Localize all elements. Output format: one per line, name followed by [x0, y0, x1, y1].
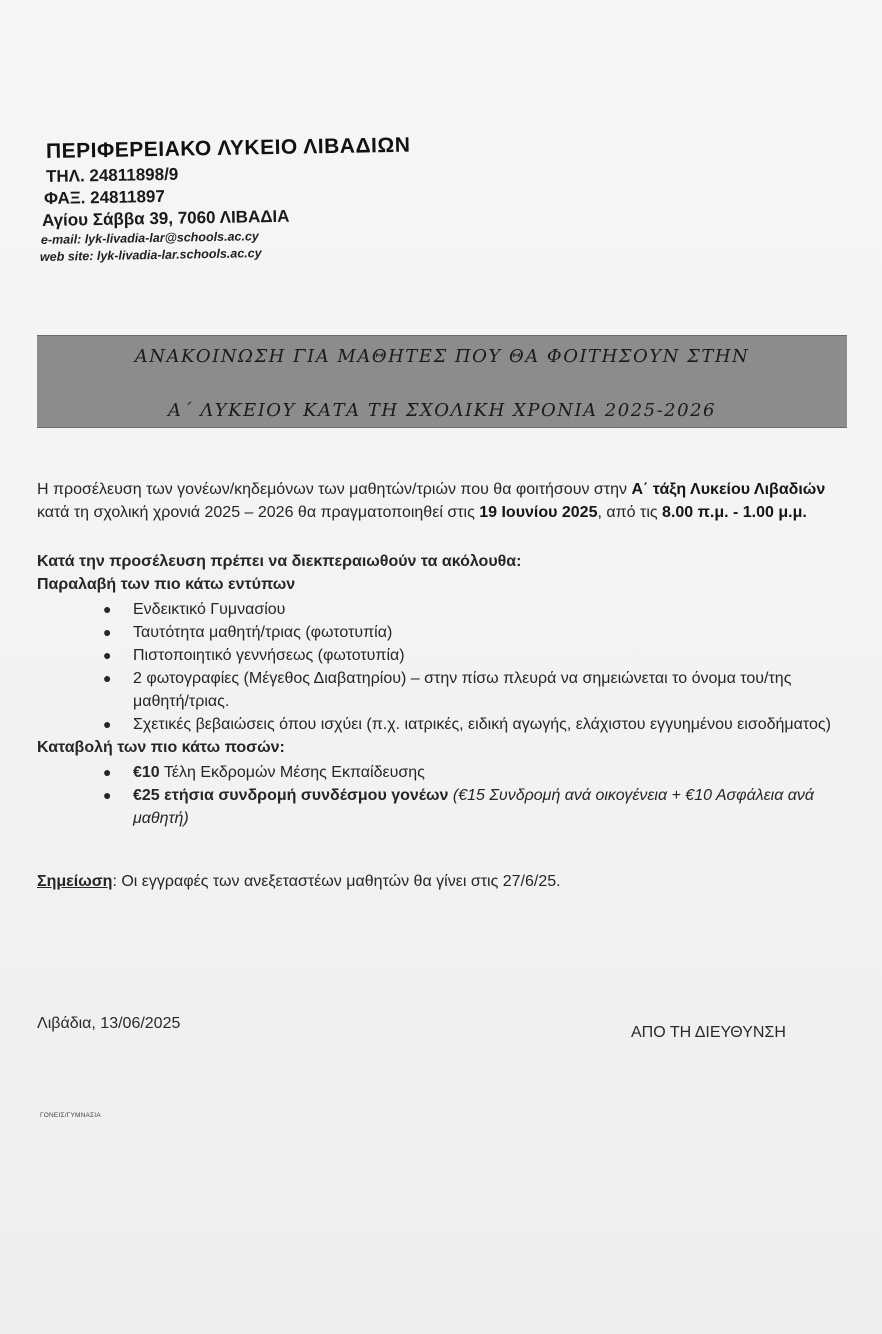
payments-heading: Καταβολή των πιο κάτω ποσών:	[37, 739, 285, 756]
fax: ΦΑΞ. 24811897	[43, 186, 165, 208]
note-text: : Οι εγγραφές των ανεξεταστέων μαθητών θα γίνει στις 27/6/25.	[112, 873, 561, 890]
school-name: ΠΕΡΙΦΕΡΕΙΑΚΟ ΛΥΚΕΙΟ ΛΙΒΑΔΙΩΝ	[45, 133, 411, 163]
forms-list	[37, 598, 847, 736]
list-item: ● 2 φωτογραφίες (Μέγεθος Διαβατηρίου) – στην πίσω πλευρά να σημειώνεται το όνομα του/της μαθητή/τριας.	[37, 667, 847, 713]
forms-heading: Παραλαβή των πιο κάτω εντύπων	[37, 576, 296, 593]
phone: ΤΗΛ. 24811898/9	[45, 164, 179, 186]
list-item: ● Ταυτότητα μαθητή/τριας (φωτοτυπία)	[37, 621, 847, 644]
signature: ΑΠΟ ΤΗ ΔΙΕΥΘΥΝΣΗ	[631, 1024, 786, 1041]
bullet-icon: ●	[103, 601, 112, 617]
bullet-icon: ●	[103, 624, 112, 640]
banner-line-1: ΑΝΑΚΟΙΝΩΣΗ ΓΙΑ ΜΑΘΗΤΕΣ ΠΟΥ ΘΑ ΦΟΙΤΗΣΟΥΝ ΣΤΗΝ	[134, 346, 750, 367]
school-header	[39, 133, 520, 266]
list-item: ● Σχετικές βεβαιώσεις όπου ισχύει (π.χ. ιατρικές, ειδική αγωγής, ελάχιστου εγγυημένου εισοδήματος)	[37, 713, 847, 736]
file-reference: ΓΟΝΕΙΣ/ΓΥΜΝΑΣΙΑ	[40, 1112, 101, 1119]
email: e-mail: lyk-livadia-lar@schools.ac.cy	[40, 229, 259, 247]
bullet-icon: ●	[103, 647, 112, 663]
bullet-icon: ●	[103, 787, 112, 803]
procedures-heading: Κατά την προσέλευση πρέπει να διεκπεραιωθούν τα ακόλουθα:	[37, 553, 522, 570]
intro-paragraph: Η προσέλευση των γονέων/κηδεμόνων των μαθητών/τριών που θα φοιτήσουν στην Α΄ τάξη Λυκείου Λιβαδιών κατά τη σχολική χρονιά 2025 – 2026 θα πραγματοποιηθεί στις 19 Ιουνίου 2025, από τις 8.00 π.μ. - 1.00 μ.μ.	[37, 481, 826, 521]
bullet-icon: ●	[103, 764, 112, 780]
note-label: Σημείωση	[37, 873, 113, 890]
note	[37, 870, 847, 893]
list-item: ● €25 ετήσια συνδρομή συνδέσμου γονέων (€15 Συνδρομή ανά οικογένεια + €10 Ασφάλεια ανά μαθητή)	[37, 784, 847, 830]
list-item: ● Πιστοποιητικό γεννήσεως (φωτοτυπία)	[37, 644, 847, 667]
payments-list	[37, 761, 847, 830]
bullet-icon: ●	[103, 670, 112, 686]
list-item: ● €10 Τέλη Εκδρομών Μέσης Εκπαίδευσης	[37, 761, 847, 784]
list-item: ● Ενδεικτικό Γυμνασίου	[37, 598, 847, 621]
address: Αγίου Σάββα 39, 7060 ΛΙΒΑΔΙΑ	[41, 206, 290, 230]
banner-line-2: Α΄ ΛΥΚΕΙΟΥ ΚΑΤΑ ΤΗ ΣΧΟΛΙΚΗ ΧΡΟΝΙΑ 2025-2026	[168, 400, 716, 421]
announcement-banner	[37, 335, 847, 428]
bullet-icon: ●	[103, 716, 112, 732]
announcement-body	[37, 478, 847, 893]
website: web site: lyk-livadia-lar.schools.ac.cy	[39, 246, 262, 264]
place-date: Λιβάδια, 13/06/2025	[37, 1015, 181, 1032]
